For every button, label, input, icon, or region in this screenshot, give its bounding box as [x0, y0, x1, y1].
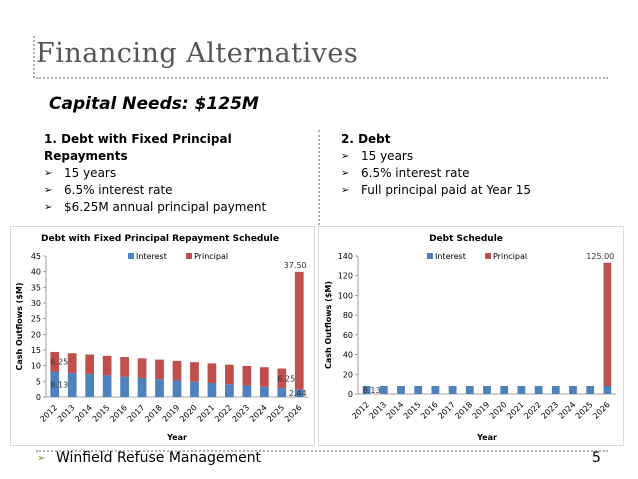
x-tick-label: 2013 — [367, 400, 389, 421]
bar-principal — [208, 363, 217, 383]
x-tick-label: 2022 — [213, 403, 234, 424]
option2-bullet: ➢ Full principal paid at Year 15 — [341, 183, 531, 197]
y-tick-label: 40 — [342, 350, 353, 360]
bar-interest — [569, 386, 577, 394]
option1-block — [44, 131, 266, 216]
option1-bullet: ➢ $6.25M annual principal payment — [44, 200, 267, 214]
option1-heading-line2: Repayments — [44, 149, 128, 163]
legend-swatch-principal — [485, 253, 491, 259]
bar-interest — [260, 387, 269, 397]
legend-label-principal: Principal — [194, 252, 229, 261]
bar-principal — [190, 362, 199, 382]
x-tick-label: 2022 — [522, 400, 544, 421]
bar-interest — [397, 386, 405, 394]
y-tick-label: 40 — [30, 267, 41, 277]
x-tick-label: 2018 — [143, 403, 164, 424]
option1-heading-line1: 1. Debt with Fixed Principal — [44, 132, 232, 146]
bar-interest — [535, 386, 543, 394]
bar-interest — [277, 388, 286, 397]
x-tick-label: 2019 — [160, 403, 182, 424]
bar-interest — [173, 380, 182, 397]
bar-interest — [243, 386, 252, 397]
x-tick-label: 2025 — [573, 400, 595, 421]
x-axis-title: Year — [167, 433, 187, 442]
bar-principal — [103, 356, 112, 376]
arrow-bullet-icon: ➢ — [44, 202, 53, 213]
bar-interest — [414, 386, 422, 394]
bar-principal — [604, 263, 612, 386]
debt-schedule-chart — [318, 226, 624, 446]
legend-swatch-interest — [128, 253, 134, 259]
y-tick-label: 0 — [35, 393, 41, 402]
option2-block — [341, 131, 531, 199]
y-axis-title: Cash Outflows ($M) — [324, 280, 333, 370]
bar-interest — [604, 386, 612, 394]
bar-interest — [208, 383, 217, 397]
bar-principal — [173, 361, 182, 381]
arrow-bullet-icon: ➢ — [44, 185, 53, 196]
title-left-rule — [33, 36, 35, 78]
data-label: 2.44 — [288, 389, 307, 399]
y-tick-label: 100 — [337, 291, 353, 301]
arrow-bullet-icon: ➢ — [341, 151, 350, 162]
footer-company: Winfield Refuse Management — [56, 450, 262, 466]
bar-interest — [518, 386, 526, 394]
data-label: 6.25 — [277, 374, 296, 384]
option2-heading: 2. Debt — [341, 132, 391, 146]
option2-bullet: ➢ 6.5% interest rate — [341, 166, 470, 180]
bar-principal — [225, 365, 234, 385]
chart-title: Debt Schedule — [429, 234, 503, 244]
arrow-bullet-icon: ➢ — [44, 168, 53, 179]
bar-interest — [449, 386, 457, 394]
bar-interest — [380, 386, 388, 394]
x-axis-title: Year — [477, 433, 497, 442]
title-divider — [36, 77, 608, 79]
x-tick-label: 2023 — [539, 400, 561, 421]
page-number: 5 — [592, 450, 601, 466]
y-tick-label: 60 — [342, 330, 353, 340]
slide-title: Financing Alternatives — [36, 38, 359, 69]
fixed-principal-chart — [10, 226, 315, 446]
x-tick-label: 2015 — [401, 400, 423, 421]
y-tick-label: 45 — [30, 252, 41, 261]
x-tick-label: 2026 — [282, 403, 304, 424]
option2-bullet: ➢ 15 years — [341, 149, 414, 163]
bar-interest — [138, 378, 147, 397]
legend-label-interest: Interest — [136, 252, 167, 261]
arrow-bullet-icon: ➢ — [341, 168, 350, 179]
x-tick-label: 2024 — [556, 400, 578, 421]
chart-title: Debt with Fixed Principal Repayment Schedule — [41, 234, 279, 244]
bar-interest — [483, 386, 491, 394]
y-tick-label: 140 — [337, 252, 353, 261]
x-tick-label: 2019 — [470, 400, 492, 421]
x-tick-label: 2016 — [108, 403, 130, 424]
option1-bullet: ➢ 15 years — [44, 166, 117, 180]
option1-bullet: ➢ 6.5% interest rate — [44, 183, 173, 197]
bar-principal — [138, 358, 147, 378]
x-tick-label: 2015 — [90, 403, 112, 424]
x-tick-label: 2017 — [125, 403, 147, 424]
bar-principal — [243, 366, 252, 386]
x-tick-label: 2021 — [505, 400, 526, 421]
bar-interest — [120, 377, 129, 397]
bar-interest — [586, 386, 594, 394]
footer-arrow-icon: ➢ — [37, 453, 46, 464]
x-tick-label: 2014 — [384, 400, 406, 421]
bar-interest — [155, 379, 164, 397]
x-tick-label: 2021 — [195, 403, 217, 424]
y-tick-label: 0 — [347, 390, 353, 399]
capital-needs-subtitle: Capital Needs: $125M — [49, 94, 259, 114]
y-tick-label: 10 — [30, 361, 41, 371]
legend-label-principal: Principal — [493, 252, 528, 261]
bar-interest — [190, 382, 199, 397]
x-tick-label: 2018 — [453, 400, 475, 421]
x-tick-label: 2017 — [436, 400, 458, 421]
x-tick-label: 2016 — [419, 400, 440, 421]
data-label: 125.00 — [586, 251, 615, 261]
bar-interest — [500, 386, 508, 394]
x-tick-label: 2013 — [55, 403, 77, 424]
legend-swatch-interest — [427, 253, 433, 259]
x-tick-label: 2025 — [265, 403, 287, 424]
y-tick-label: 35 — [30, 283, 41, 293]
bar-interest — [68, 373, 77, 397]
data-label: 8.13 — [50, 380, 69, 390]
bar-principal — [68, 353, 77, 373]
bar-interest — [466, 386, 474, 394]
bar-principal — [260, 367, 269, 387]
bar-interest — [552, 386, 560, 394]
y-tick-label: 20 — [342, 370, 353, 380]
x-tick-label: 2026 — [591, 400, 612, 421]
x-tick-label: 2024 — [247, 403, 269, 424]
x-tick-label: 2023 — [230, 403, 252, 424]
y-tick-label: 120 — [337, 271, 353, 281]
bar-interest — [225, 384, 234, 397]
bar-principal — [155, 360, 164, 380]
bar-principal — [120, 357, 129, 377]
bar-interest — [85, 374, 94, 397]
data-label: 37.50 — [283, 260, 307, 270]
x-tick-label: 2020 — [178, 403, 199, 424]
y-tick-label: 30 — [30, 299, 41, 308]
y-tick-label: 25 — [30, 314, 41, 324]
y-tick-label: 5 — [35, 377, 41, 387]
data-label: 6.25 — [50, 357, 69, 367]
y-tick-label: 15 — [30, 346, 41, 355]
x-tick-label: 2020 — [487, 400, 509, 421]
bar-principal — [85, 355, 94, 375]
arrow-bullet-icon: ➢ — [341, 185, 350, 196]
column-divider — [318, 130, 320, 225]
legend-swatch-principal — [186, 253, 192, 259]
bar-interest — [432, 386, 440, 394]
x-tick-label: 2012 — [350, 400, 372, 421]
x-tick-label: 2012 — [38, 403, 60, 424]
y-tick-label: 20 — [30, 330, 41, 340]
legend-label-interest: Interest — [435, 252, 466, 261]
x-tick-label: 2014 — [73, 403, 95, 424]
y-tick-label: 80 — [342, 311, 353, 321]
data-label: 8.13 — [362, 385, 381, 395]
y-axis-title: Cash Outflows ($M) — [15, 282, 24, 371]
bar-interest — [103, 375, 112, 397]
bar-principal — [295, 272, 304, 390]
